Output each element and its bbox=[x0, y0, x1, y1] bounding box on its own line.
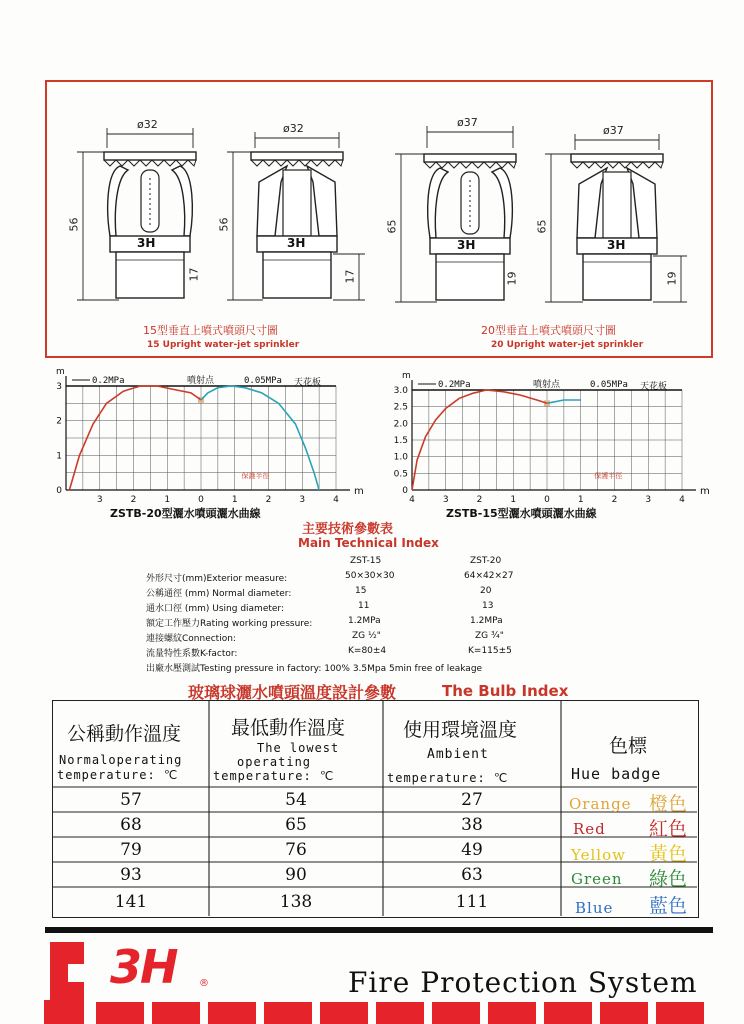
tech-value-zst15: 50×30×30 bbox=[345, 571, 395, 581]
hue-en: Yellow bbox=[571, 846, 626, 864]
cell-nominal: 68 bbox=[120, 815, 142, 835]
header-ambient-en1: Ambient bbox=[427, 747, 489, 762]
red-tab bbox=[320, 1002, 368, 1024]
red-tab bbox=[544, 1002, 592, 1024]
header-lowest-zh: 最低動作溫度 bbox=[231, 717, 346, 739]
hue-zh: 紅色 bbox=[649, 818, 688, 840]
x-tick-label: 1 bbox=[577, 495, 584, 505]
header-nominal-zh: 公稱動作溫度 bbox=[67, 723, 182, 745]
logo-mark-1: 3H bbox=[137, 236, 156, 250]
cell-ambient: 111 bbox=[455, 892, 489, 912]
cell-ambient: 38 bbox=[461, 815, 483, 835]
chart-right-caption: ZSTB-15型灑水噴頭灑水曲線 bbox=[446, 507, 597, 520]
hue-en: Green bbox=[571, 870, 623, 888]
red-tab bbox=[152, 1002, 200, 1024]
spray-curve-chart-15 bbox=[370, 366, 720, 518]
tech-value-zst20: ZG ¾" bbox=[475, 631, 504, 641]
footer-divider bbox=[45, 927, 713, 933]
red-band-block bbox=[44, 1000, 84, 1024]
legend-pressure-low: 0.05MPa bbox=[590, 380, 628, 390]
caption-left-zh: 15型垂直上噴式噴頭尺寸圖 bbox=[143, 324, 278, 337]
x-tick-label: 3 bbox=[442, 495, 449, 505]
x-tick-label: 2 bbox=[611, 495, 618, 505]
header-nominal-en2: temperature: ℃ bbox=[57, 768, 179, 782]
y-tick-label: 3 bbox=[56, 382, 62, 392]
bulb-table bbox=[52, 700, 699, 918]
y-tick-label: 2.5 bbox=[393, 402, 408, 413]
hue-zh: 橙色 bbox=[649, 793, 688, 815]
logo-mark-3: 3H bbox=[457, 238, 476, 252]
header-lowest-en3: temperature: ℃ bbox=[213, 769, 335, 783]
hue-en: Blue bbox=[575, 899, 614, 917]
y-tick-label: 0.5 bbox=[393, 469, 408, 480]
dim-height-3: 65 bbox=[385, 219, 399, 234]
tech-row: 通水口徑 (mm) Using diameter: bbox=[146, 604, 285, 614]
tech-title-zh: 主要技術參數表 bbox=[302, 522, 394, 537]
x-tick-label: 4 bbox=[409, 495, 415, 505]
protect-radius-label: 保護半徑 bbox=[594, 472, 623, 480]
ceiling-label: 天花板 bbox=[294, 378, 322, 388]
tech-value-zst15: K=80±4 bbox=[348, 646, 387, 656]
y-tick-label: 1.0 bbox=[393, 452, 408, 463]
hue-zh: 綠色 bbox=[649, 868, 688, 890]
header-ambient-zh: 使用環境溫度 bbox=[403, 719, 518, 741]
tech-col-2: ZST-20 bbox=[470, 556, 502, 566]
cell-lowest: 65 bbox=[285, 815, 307, 835]
protect-radius-label: 保護半徑 bbox=[241, 472, 270, 480]
x-tick-label: 4 bbox=[333, 495, 339, 505]
tech-value-zst20: 20 bbox=[480, 586, 492, 596]
dim-thread-3: 19 bbox=[505, 271, 519, 286]
bulb-title-zh: 玻璃球灑水噴頭溫度設計參數 bbox=[188, 683, 397, 702]
sprinkler-20-front bbox=[424, 154, 516, 300]
y-tick-label: 3.0 bbox=[393, 386, 408, 396]
x-tick-label: 2 bbox=[476, 495, 483, 505]
legend-pressure-low: 0.05MPa bbox=[244, 376, 282, 386]
ceiling-label: 天花板 bbox=[640, 382, 668, 392]
y-tick-label: 2 bbox=[56, 416, 62, 427]
tech-title-en: Main Technical Index bbox=[298, 536, 439, 550]
y-tick-label: 0 bbox=[402, 486, 408, 496]
hue-en: Orange bbox=[569, 795, 632, 813]
x-tick-label: 0 bbox=[544, 495, 550, 505]
tech-row: 額定工作壓力Rating working pressure: bbox=[146, 619, 313, 629]
y-axis-label: m bbox=[56, 367, 65, 377]
header-lowest-en1: The lowest bbox=[257, 741, 340, 755]
x-tick-label: 1 bbox=[231, 495, 238, 505]
x-tick-label: 2 bbox=[130, 495, 137, 505]
tech-value-zst20: K=115±5 bbox=[468, 646, 512, 656]
tech-value-zst20: 64×42×27 bbox=[464, 571, 514, 581]
tech-value-zst20: 1.2MPa bbox=[470, 616, 503, 626]
y-tick-label: 0 bbox=[56, 486, 62, 496]
x-tick-label: 3 bbox=[96, 495, 103, 505]
header-nominal-en1: Normaloperating bbox=[59, 753, 183, 767]
x-axis-label: m bbox=[354, 486, 364, 497]
registered-mark: ® bbox=[199, 978, 209, 989]
tech-value-zst15: ZG ½" bbox=[352, 631, 381, 641]
tech-value-zst15: 1.2MPa bbox=[348, 616, 381, 626]
red-tab bbox=[488, 1002, 536, 1024]
hue-en: Red bbox=[573, 820, 606, 838]
red-tab bbox=[656, 1002, 704, 1024]
cell-lowest: 54 bbox=[285, 790, 307, 810]
x-tick-label: 3 bbox=[299, 495, 306, 505]
tagline: Fire Protection System bbox=[348, 966, 698, 999]
x-axis-label: m bbox=[700, 486, 710, 497]
cell-lowest: 90 bbox=[285, 865, 307, 885]
legend-pressure-high: 0.2MPa bbox=[438, 380, 471, 390]
cell-ambient: 63 bbox=[461, 865, 483, 885]
x-tick-label: 1 bbox=[164, 495, 171, 505]
cell-nominal: 141 bbox=[114, 892, 148, 912]
tech-row: 外形尺寸(mm)Exterior measure: bbox=[146, 574, 288, 584]
hue-zh: 藍色 bbox=[649, 895, 688, 917]
x-tick-label: 1 bbox=[510, 495, 517, 505]
dimension-drawings-panel bbox=[45, 80, 713, 358]
sprinkler-20-side bbox=[571, 154, 663, 300]
brand-logo-text: 3H bbox=[110, 940, 177, 994]
dim-height-1: 56 bbox=[67, 217, 81, 232]
x-tick-label: 4 bbox=[679, 495, 685, 505]
dim-diameter-4: ø37 bbox=[603, 124, 624, 137]
y-tick-label: 1 bbox=[56, 451, 62, 462]
dim-diameter-1: ø32 bbox=[137, 118, 158, 131]
tech-value-zst15: 11 bbox=[358, 601, 370, 611]
dim-thread-1: 17 bbox=[187, 267, 201, 282]
cell-lowest: 138 bbox=[279, 892, 313, 912]
legend-pressure-high: 0.2MPa bbox=[92, 376, 125, 386]
cell-nominal: 57 bbox=[120, 790, 142, 810]
tech-col-1: ZST-15 bbox=[350, 556, 382, 566]
red-tab bbox=[96, 1002, 144, 1024]
tech-row: 流量特性系數K-factor: bbox=[146, 649, 238, 659]
x-tick-label: 2 bbox=[265, 495, 272, 505]
hue-zh: 黃色 bbox=[649, 843, 688, 865]
tech-row: 公稱通徑 (mm) Normal diameter: bbox=[146, 589, 292, 599]
x-tick-label: 0 bbox=[198, 495, 204, 505]
red-tab bbox=[432, 1002, 480, 1024]
nozzle-label: 噴射点 bbox=[533, 380, 561, 390]
tech-value-zst20: 13 bbox=[482, 601, 494, 611]
dim-thread-4: 19 bbox=[665, 271, 679, 286]
dim-height-4: 65 bbox=[535, 219, 549, 234]
tech-row: 連接螺紋Connection: bbox=[146, 634, 236, 644]
dim-height-2: 56 bbox=[217, 217, 231, 232]
nozzle-label: 噴射点 bbox=[187, 376, 215, 386]
dim-diameter-3: ø37 bbox=[457, 116, 478, 129]
chart-left-caption: ZSTB-20型灑水噴頭灑水曲線 bbox=[110, 507, 261, 520]
header-hue-zh: 色標 bbox=[609, 735, 648, 757]
red-tab bbox=[208, 1002, 256, 1024]
logo-mark-2: 3H bbox=[287, 236, 306, 250]
dim-thread-2: 17 bbox=[343, 269, 357, 284]
cell-nominal: 79 bbox=[120, 840, 142, 860]
cell-ambient: 49 bbox=[461, 840, 483, 860]
tech-value-zst15: 15 bbox=[355, 586, 367, 596]
y-tick-label: 1.5 bbox=[393, 436, 408, 446]
cell-lowest: 76 bbox=[285, 840, 307, 860]
header-hue-en: Hue badge bbox=[571, 765, 662, 783]
cell-ambient: 27 bbox=[461, 790, 483, 810]
dim-diameter-2: ø32 bbox=[283, 122, 304, 135]
bulb-title-en: The Bulb Index bbox=[442, 682, 569, 700]
red-tab bbox=[376, 1002, 424, 1024]
logo-mark-4: 3H bbox=[607, 238, 626, 252]
caption-right-en: 20 Upright water-jet sprinkler bbox=[491, 340, 644, 350]
x-tick-label: 3 bbox=[645, 495, 652, 505]
sprinkler-15-front bbox=[104, 152, 196, 298]
sprinkler-15-side bbox=[251, 152, 343, 298]
red-tab bbox=[600, 1002, 648, 1024]
header-lowest-en2: operating bbox=[237, 755, 312, 769]
spray-curve-chart-20 bbox=[40, 366, 364, 518]
tech-footnote: 出廠水壓測試Testing pressure in factory: 100% 3.5Mpa 5min free of leakage bbox=[146, 664, 483, 674]
y-axis-label: m bbox=[402, 371, 411, 381]
caption-left-en: 15 Upright water-jet sprinkler bbox=[147, 340, 300, 350]
caption-right-zh: 20型垂直上噴式噴頭尺寸圖 bbox=[481, 324, 616, 337]
cell-nominal: 93 bbox=[120, 865, 142, 885]
red-tab bbox=[264, 1002, 312, 1024]
header-ambient-en2: temperature: ℃ bbox=[387, 771, 509, 785]
y-tick-label: 2.0 bbox=[393, 419, 408, 430]
